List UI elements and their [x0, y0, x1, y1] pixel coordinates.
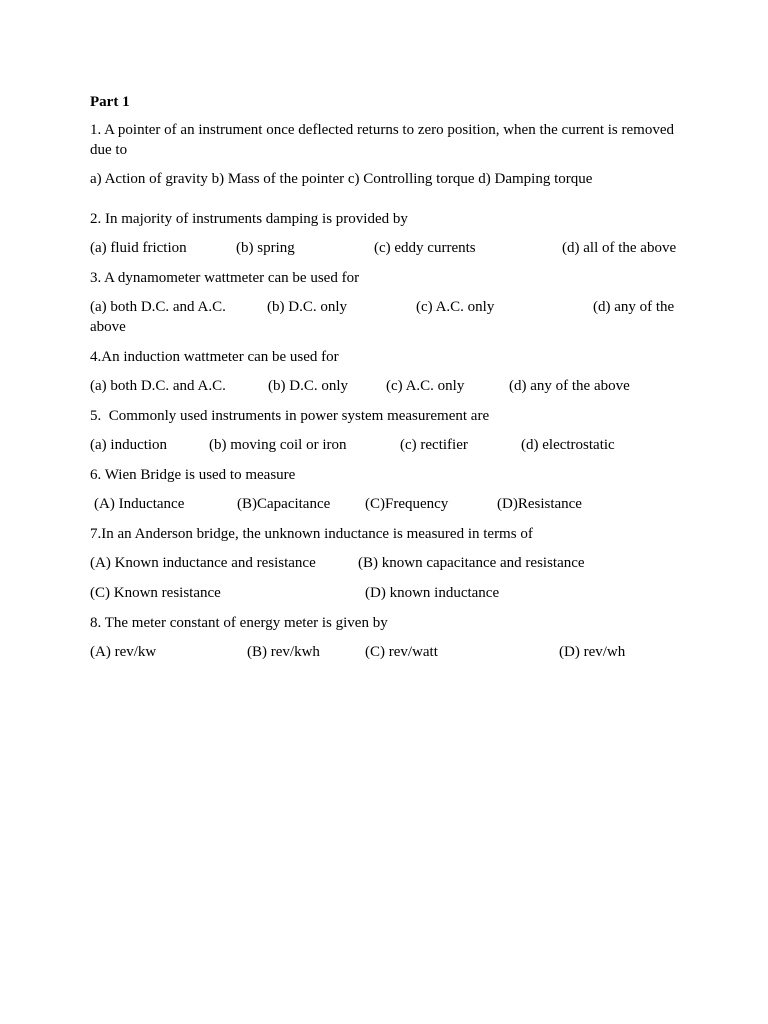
question-7: 7.In an Anderson bridge, the unknown inductance is measured in terms of [90, 526, 533, 542]
question-1-options: a) Action of gravity b) Mass of the pointer c) Controlling torque d) Damping torque [90, 171, 593, 187]
part-heading: Part 1 [90, 94, 130, 110]
option-d: (D) rev/wh [559, 644, 626, 660]
option-c: (C) rev/watt [365, 644, 438, 660]
option-d: (d) all of the above [562, 240, 677, 256]
question-7-options-row1 [90, 553, 680, 573]
option-a: (a) fluid friction [90, 240, 187, 256]
question-3: 3. A dynamometer wattmeter can be used for [90, 270, 360, 286]
question-7-options-row2 [90, 583, 680, 603]
option-b: (b) moving coil or iron [209, 437, 347, 453]
option-a: (a) induction [90, 437, 168, 453]
question-4-options [90, 376, 680, 396]
option-c: (C) Known resistance [90, 585, 221, 601]
option-d: (d) any of the [593, 299, 675, 315]
option-a: (A) Known inductance and resistance [90, 555, 316, 571]
option-b: (B) rev/kwh [247, 644, 320, 660]
question-5: 5. Commonly used instruments in power system measurement are [90, 408, 490, 424]
option-b: (B)Capacitance [237, 496, 331, 512]
option-b: (b) D.C. only [268, 378, 348, 394]
question-3-options [90, 297, 680, 337]
option-a: (A) Inductance [94, 496, 185, 512]
document-page [90, 92, 680, 672]
option-b: (b) spring [236, 240, 295, 256]
option-c: (c) rectifier [400, 437, 468, 453]
question-1: 1. A pointer of an instrument once deflected returns to zero position, when the current is removed due to [90, 122, 674, 158]
question-8-options [90, 642, 680, 662]
question-8: 8. The meter constant of energy meter is given by [90, 615, 388, 631]
option-c: (c) A.C. only [416, 299, 495, 315]
option-d-continued: above [90, 319, 126, 335]
option-d: (D) known inductance [365, 585, 500, 601]
question-2-options [90, 238, 680, 258]
question-2: 2. In majority of instruments damping is provided by [90, 211, 408, 227]
option-d: (d) electrostatic [521, 437, 615, 453]
question-6: 6. Wien Bridge is used to measure [90, 467, 296, 483]
question-4: 4.An induction wattmeter can be used for [90, 349, 339, 365]
question-6-options [90, 494, 680, 514]
option-c: (C)Frequency [365, 496, 449, 512]
option-b: (B) known capacitance and resistance [358, 555, 585, 571]
option-c: (c) eddy currents [374, 240, 476, 256]
option-a: (a) both D.C. and A.C. [90, 378, 226, 394]
option-a: (a) both D.C. and A.C. [90, 299, 226, 315]
option-d: (d) any of the above [509, 378, 630, 394]
option-d: (D)Resistance [497, 496, 582, 512]
option-c: (c) A.C. only [386, 378, 465, 394]
question-5-options [90, 435, 680, 455]
option-b: (b) D.C. only [267, 299, 347, 315]
option-a: (A) rev/kw [90, 644, 157, 660]
